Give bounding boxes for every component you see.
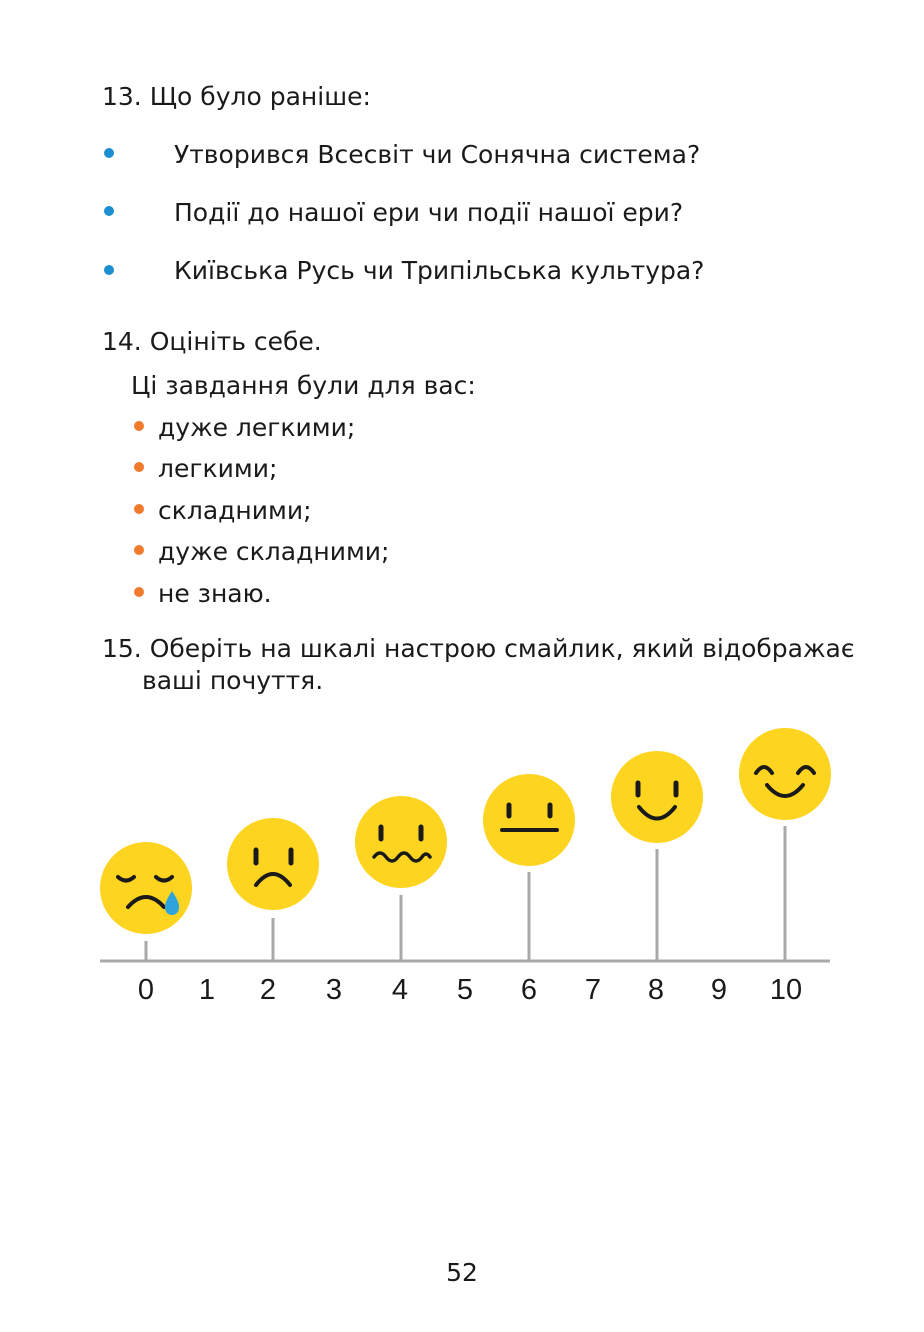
tick-label: 4: [391, 974, 409, 1006]
bullet-icon: [134, 421, 144, 431]
tick-label: 8: [647, 974, 665, 1006]
q15-line1: 15. Оберіть на шкалі настрою смайлик, який відображає: [102, 634, 855, 663]
crying-face-icon: [100, 842, 192, 934]
page-number: 52: [446, 1258, 478, 1287]
q14-option: складними;: [158, 496, 312, 525]
q13-title: 13. Що було раніше:: [102, 82, 371, 111]
tick-label: 5: [456, 974, 474, 1006]
q14-subtitle: Ці завдання були для вас:: [131, 371, 476, 400]
bullet-icon: [134, 587, 144, 597]
q14-title: 14. Оцініть себе.: [102, 327, 322, 356]
q14-option: дуже легкими;: [158, 413, 356, 442]
q14-option: легкими;: [158, 454, 278, 483]
q14-option: дуже складними;: [158, 537, 390, 566]
wavy-mouth-face-icon: [355, 796, 447, 888]
tick-label: 1: [198, 974, 216, 1006]
tick-label: 0: [137, 974, 155, 1006]
bullet-icon: [104, 265, 114, 275]
smile-face-icon: [611, 751, 703, 843]
bullet-icon: [134, 462, 144, 472]
q15-line2: ваші почуття.: [142, 666, 324, 695]
q13-item: Утворився Всесвіт чи Сонячна система?: [174, 140, 701, 169]
bullet-icon: [134, 504, 144, 514]
tick-label: 10: [769, 974, 803, 1006]
bullet-icon: [104, 148, 114, 158]
neutral-face-icon: [483, 774, 575, 866]
bullet-icon: [134, 545, 144, 555]
tick-label: 3: [325, 974, 343, 1006]
q14-option: не знаю.: [158, 579, 272, 608]
q15-text: [102, 633, 855, 697]
tick-label: 7: [584, 974, 602, 1006]
bullet-icon: [104, 206, 114, 216]
q13-item: Події до нашої ери чи події нашої ери?: [174, 198, 684, 227]
tick-label: 6: [520, 974, 538, 1006]
happy-face-icon: [739, 728, 831, 820]
sad-face-icon: [227, 818, 319, 910]
tick-label: 9: [710, 974, 728, 1006]
q13-item: Київська Русь чи Трипільська культура?: [174, 256, 705, 285]
mood-scale: [0, 715, 924, 1015]
tick-label: 2: [259, 974, 277, 1006]
